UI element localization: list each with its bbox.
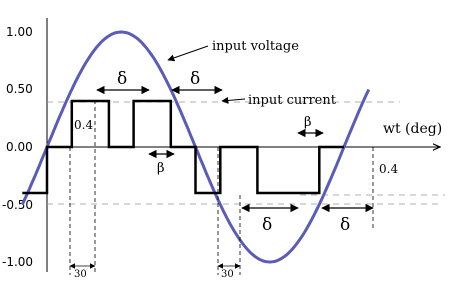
amplitude-label-left: 0.4 (74, 118, 94, 132)
y-tick-label: 1.00 (6, 25, 33, 39)
current-series-label: input current (248, 93, 336, 108)
y-tick-label: 0.00 (6, 140, 33, 154)
delta-annotation (322, 208, 373, 235)
beta-label: β (304, 115, 312, 130)
beta-annotation (298, 115, 323, 133)
delta-label: δ (190, 69, 201, 89)
delta-label: δ (340, 215, 351, 235)
angle-label: 30 (221, 269, 234, 280)
beta-label: β (157, 161, 165, 176)
delta-annotation (242, 208, 298, 235)
angle-annotation (218, 266, 240, 280)
current-label-arrow (222, 99, 245, 101)
voltage-label-arrow (168, 46, 208, 60)
delta-annotation (97, 69, 149, 90)
angle-annotation (70, 266, 95, 280)
y-tick-label: 0.50 (6, 82, 33, 96)
amplitude-label-right: 0.4 (379, 162, 399, 176)
beta-annotation (149, 154, 174, 176)
y-tick-label: -1.00 (2, 255, 34, 269)
delta-annotation (172, 69, 222, 90)
x-axis-unit-label: wt (deg) (383, 121, 443, 137)
delta-label: δ (117, 69, 128, 89)
y-tick-labels (2, 25, 33, 269)
y-tick-label: -0.50 (2, 198, 34, 212)
voltage-series-label: input voltage (212, 39, 299, 54)
angle-label: 30 (74, 269, 87, 280)
delta-label: δ (262, 215, 273, 235)
